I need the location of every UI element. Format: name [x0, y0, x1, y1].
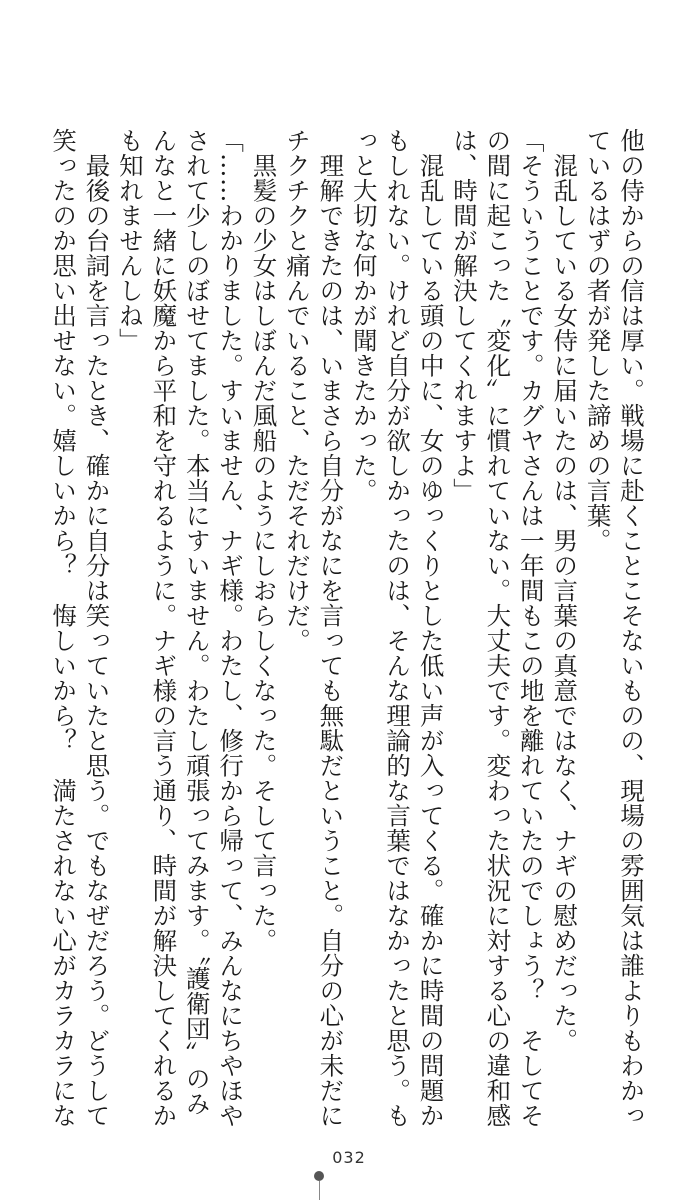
text-line: 他の侍からの信は厚い。戦場に赴くことこそないものの、現場の雰囲気は誰よりもわかっ — [617, 128, 646, 1128]
text-line: チクチクと痛んでいること、ただそれだけだ。 — [282, 128, 312, 653]
text-line: 黒髪の少女はしぼんだ風船のようにしおらしくなった。そして言った。 — [249, 128, 279, 953]
text-line: もしれない。けれど自分が欲しかったのは、そんな理論的な言葉ではなかったと思う。も — [383, 128, 413, 1128]
text-line: 最後の台詞を言ったとき、確かに自分は笑っていたと思う。でもなぜだろう。どうして — [82, 128, 112, 1128]
text-line: されて少しのぼせてました。本当にすいません。わたし頑張ってみます。〝護衛団〟のみ — [182, 128, 212, 1116]
text-line: 混乱している頭の中に、女のゆっくりとした低い声が入ってくる。確かに時間の問題か — [416, 128, 446, 1128]
text-line: の間に起こった〝変化〟に慣れていない。大丈夫です。変わった状況に対する心の違和感 — [483, 128, 513, 1128]
text-line: 混乱している女侍に届いたのは、男の言葉の真意ではなく、ナギの慰めだった。 — [550, 128, 580, 1053]
page-ornament-line — [319, 1181, 320, 1200]
text-line: 「そういうことです。カグヤさんは一年間もこの地を離れていたのでしょう？ そしてそ — [516, 128, 546, 1128]
text-line: 理解できたのは、いまさら自分がなにを言っても無駄だということ。自分の心が未だに — [316, 128, 346, 1128]
text-line: 笑ったのか思い出せない。嬉しいから？ 悔しいから？ 満たされない心がカラカラにな — [49, 128, 79, 1128]
text-line: も知れませんしね」 — [115, 128, 145, 353]
text-line: は、時間が解決してくれますよ」 — [449, 128, 479, 503]
text-line: 「……わかりました。すいません、ナギ様。わたし、修行から帰って、みんなにちやほや — [216, 128, 246, 1128]
text-line: んなと一緒に妖魔から平和を守れるように。ナギ様の言う通り、時間が解決してくれるか — [149, 128, 179, 1128]
text-line: っと大切な何かが聞きたかった。 — [349, 128, 379, 503]
page-ornament-dot — [314, 1171, 324, 1181]
novel-body-text — [47, 128, 648, 1128]
text-line: ているはずの者が発した諦めの言葉。 — [583, 128, 613, 553]
page-number: 032 — [332, 1148, 366, 1167]
